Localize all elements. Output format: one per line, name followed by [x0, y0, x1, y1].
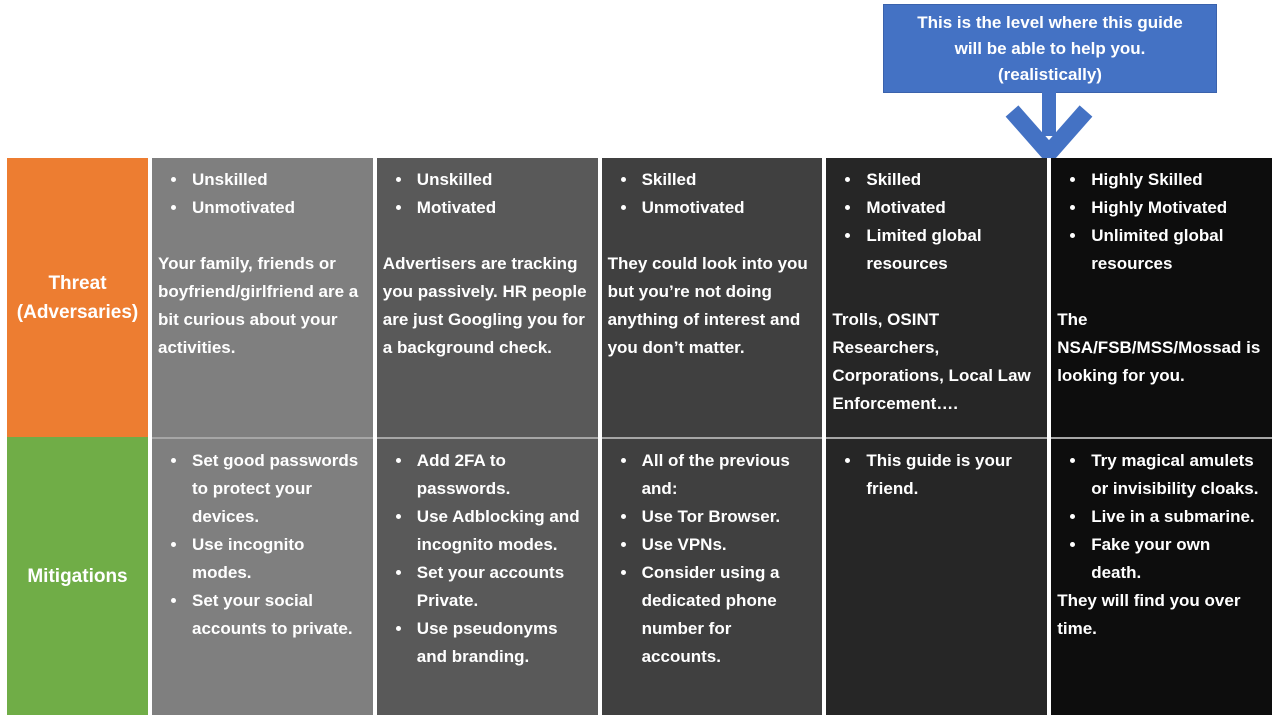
threat-level-column-4 [826, 158, 1047, 715]
mitigations-cell [377, 437, 598, 715]
bullet-item: • Highly Motivated [1087, 194, 1264, 222]
threat-level-column-5 [1051, 158, 1272, 715]
bullet-item: • Set good passwords to protect your devices. [188, 447, 365, 531]
bullet-item: • Unlimited global resources [1087, 222, 1264, 278]
bullet-item: • Limited global resources [862, 222, 1039, 278]
bullet-item: • Try magical amulets or invisibility cloaks. [1087, 447, 1264, 503]
threat-level-column-3 [602, 158, 823, 715]
bullet-item: • Unmotivated [638, 194, 815, 222]
bullet-item: • Motivated [413, 194, 590, 222]
bullet-item: • Use Adblocking and incognito modes. [413, 503, 590, 559]
bullet-item: • Use Tor Browser. [638, 503, 815, 531]
row-header-threat-line2: (Adversaries) [16, 301, 139, 323]
bullet-item: • Add 2FA to passwords. [413, 447, 590, 503]
threat-cell [826, 158, 1047, 437]
threat-description: The NSA/FSB/MSS/Mossad is looking for you. [1057, 310, 1261, 385]
threat-cell [377, 158, 598, 437]
row-header-mitigations-line1: Mitigations [27, 565, 128, 587]
bullet-item: • Consider using a dedicated phone number for accounts. [638, 559, 815, 671]
mitigations-footer: They will find you over time. [1057, 591, 1241, 638]
threat-description: They could look into you but you’re not doing anything of interest and you don’t matter. [607, 254, 808, 357]
mitigations-bullet-list [608, 447, 815, 671]
bullet-item: • Unskilled [188, 166, 365, 194]
threat-cell [1051, 158, 1272, 437]
bullet-item: • Use VPNs. [638, 531, 815, 559]
threat-description: Your family, friends or boyfriend/girlfriend are a bit curious about your activities. [158, 254, 359, 357]
mitigations-bullet-list [158, 447, 365, 643]
row-header-column [7, 158, 148, 715]
bullet-item: • Unskilled [413, 166, 590, 194]
bullet-item: • Set your social accounts to private. [188, 587, 365, 643]
threat-cell [602, 158, 823, 437]
mitigations-cell [602, 437, 823, 715]
bullet-item: • All of the previous and: [638, 447, 815, 503]
bullet-item: • Use pseudonyms and branding. [413, 615, 590, 671]
bullet-item: • Fake your own death. [1087, 531, 1264, 587]
callout-line: will be able to help you. [954, 38, 1146, 58]
threat-level-column-1 [152, 158, 373, 715]
mitigations-cell [826, 437, 1047, 715]
row-header-mitigations [7, 437, 148, 715]
row-header-threat-line1: Threat [48, 272, 107, 294]
threat-bullet-list [832, 166, 1039, 278]
threat-level-column-2 [377, 158, 598, 715]
bullet-item: • Set your accounts Private. [413, 559, 590, 615]
mitigations-cell [1051, 437, 1272, 715]
mitigations-bullet-list [832, 447, 1039, 503]
threat-description: Advertisers are tracking you passively. HR people are just Googling you for a background check. [382, 254, 587, 357]
down-arrow-svg [1004, 92, 1094, 158]
down-arrow-icon [1004, 92, 1094, 158]
mitigations-bullet-list [383, 447, 590, 671]
mitigations-bullet-list [1057, 447, 1264, 587]
bullet-item: • Skilled [862, 166, 1039, 194]
bullet-item: • This guide is your friend. [862, 447, 1039, 503]
row-header-threat [7, 158, 148, 437]
threat-bullet-list [608, 166, 815, 222]
bullet-item: • Use incognito modes. [188, 531, 365, 587]
threat-model-table [7, 158, 1272, 715]
bullet-item: • Skilled [638, 166, 815, 194]
threat-bullet-list [158, 166, 365, 222]
bullet-item: • Highly Skilled [1087, 166, 1264, 194]
threat-cell [152, 158, 373, 437]
bullet-item: • Live in a submarine. [1087, 503, 1264, 531]
callout-line: (realistically) [998, 64, 1102, 84]
callout-line: This is the level where this guide [917, 12, 1183, 32]
callout-box [883, 4, 1217, 93]
threat-bullet-list [1057, 166, 1264, 278]
threat-description: Trolls, OSINT Researchers, Corporations, Local Law Enforcement…. [832, 310, 1031, 413]
mitigations-cell [152, 437, 373, 715]
threat-bullet-list [383, 166, 590, 222]
bullet-item: • Motivated [862, 194, 1039, 222]
bullet-item: • Unmotivated [188, 194, 365, 222]
